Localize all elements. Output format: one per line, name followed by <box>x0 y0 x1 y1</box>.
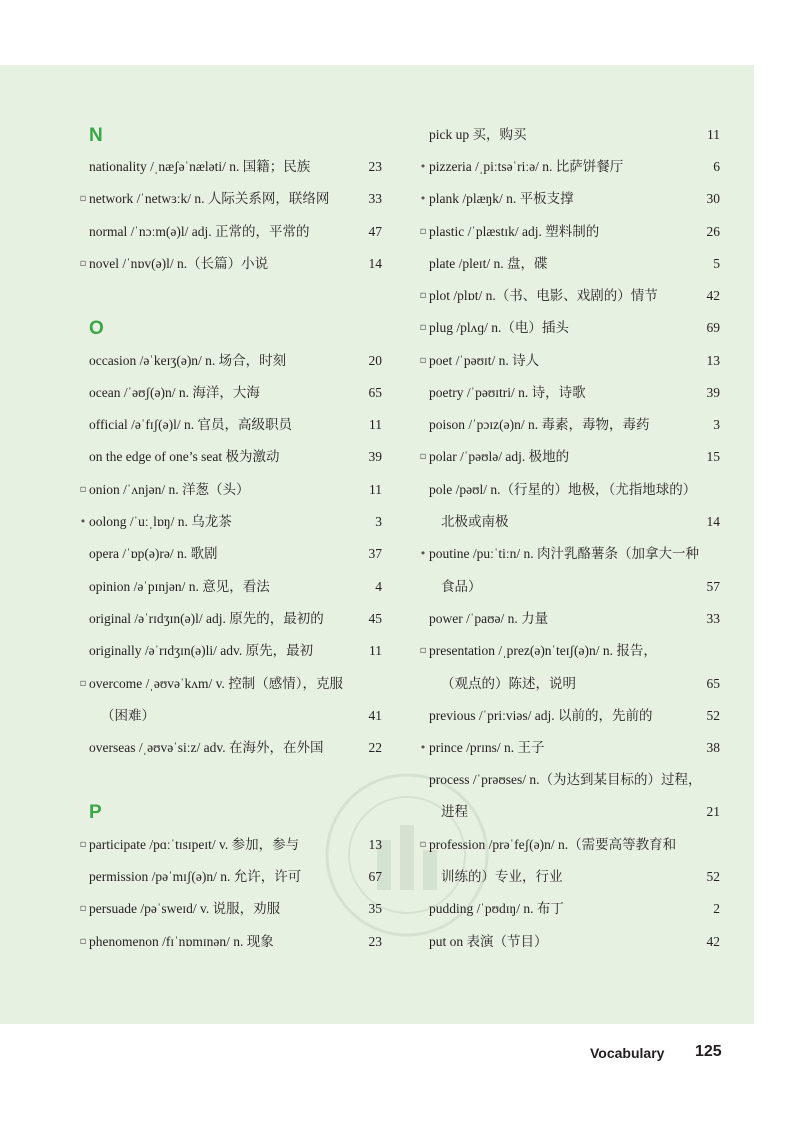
vocab-entry-text: poetry /ˈpəʊɪtri/ n. 诗，诗歌 <box>429 385 586 400</box>
vocab-entry-text: nationality /ˌnæʃəˈnæləti/ n. 国籍；民族 <box>89 159 311 174</box>
vocab-entry-text: 食品） <box>441 579 482 594</box>
vocab-page-ref: 33 <box>706 611 720 626</box>
vocab-entry <box>78 414 382 436</box>
vocab-page-ref: 13 <box>368 837 382 852</box>
square-marker-icon: ▫ <box>419 290 427 301</box>
vocab-page-ref: 38 <box>706 740 720 755</box>
vocab-entry-continuation <box>418 576 720 598</box>
vocab-entry-text: originally /əˈrɪdʒɪn(ə)li/ adv. 原先，最初 <box>89 643 314 658</box>
vocab-entry <box>78 446 382 468</box>
square-marker-icon: ▫ <box>79 193 87 204</box>
square-marker-icon: ▫ <box>79 839 87 850</box>
vocab-page-ref: 23 <box>368 159 382 174</box>
vocab-entry <box>418 479 720 501</box>
vocab-entry-text: profession /prəˈfeʃ(ə)n/ n.（需要高等教育和 <box>429 837 677 852</box>
vocab-entry-text: original /əˈrɪdʒɪn(ə)l/ adj. 原先的，最初的 <box>89 611 324 626</box>
vocab-entry-text: overcome /ˌəʊvəˈkʌm/ v. 控制（感情），克服 <box>89 676 343 691</box>
vocab-entry-text: normal /ˈnɔːm(ə)l/ adj. 正常的，平常的 <box>89 224 310 239</box>
vocab-entry-text: plug /plʌɡ/ n.（电）插头 <box>429 320 569 335</box>
vocab-page-ref: 14 <box>368 256 382 271</box>
vocab-entry-continuation <box>418 511 720 533</box>
vocab-page-ref: 65 <box>706 676 720 691</box>
vocab-entry <box>78 866 382 888</box>
vocab-entry-text: power /ˈpaʊə/ n. 力量 <box>429 611 549 626</box>
vocab-entry <box>418 156 720 178</box>
vocab-entry-text: 进程 <box>441 804 468 819</box>
vocab-entry-text: participate /pɑːˈtɪsɪpeɪt/ v. 参加，参与 <box>89 837 300 852</box>
vocab-page-ref: 2 <box>713 901 720 916</box>
vocab-page-ref: 15 <box>706 449 720 464</box>
vocab-entry <box>78 608 382 630</box>
square-marker-icon: ▫ <box>79 258 87 269</box>
footer-page-number: 125 <box>695 1043 722 1060</box>
vocab-entry-text: plot /plɒt/ n.（书、电影、戏剧的）情节 <box>429 288 658 303</box>
vocab-page-ref: 20 <box>368 353 382 368</box>
vocab-entry-text: opera /ˈɒp(ə)rə/ n. 歌剧 <box>89 546 218 561</box>
vocab-page-ref: 67 <box>368 869 382 884</box>
vocab-entry-text: pick up 买，购买 <box>429 127 527 142</box>
vocab-entry <box>418 543 720 565</box>
vocab-entry-continuation <box>78 705 382 727</box>
vocab-page-ref: 6 <box>713 159 720 174</box>
vocab-page-ref: 11 <box>369 417 382 432</box>
vocab-entry <box>78 511 382 533</box>
vocab-page-ref: 22 <box>368 740 382 755</box>
vocab-page-ref: 14 <box>706 514 720 529</box>
vocab-entry <box>418 350 720 372</box>
footer-section-label: Vocabulary <box>590 1045 665 1061</box>
vocab-entry-text: network /ˈnetwɜːk/ n. 人际关系网，联络网 <box>89 191 330 206</box>
vocab-entry <box>78 673 382 695</box>
vocab-entry-text: plastic /ˈplæstɪk/ adj. 塑料制的 <box>429 224 600 239</box>
vocab-entry <box>78 576 382 598</box>
vocab-page-ref: 33 <box>368 191 382 206</box>
vocab-entry-text: （观点的）陈述，说明 <box>441 676 576 691</box>
vocab-entry-text: overseas /ˌəʊvəˈsiːz/ adv. 在海外，在外国 <box>89 740 324 755</box>
vocab-entry <box>78 382 382 404</box>
vocab-entry-text: process /ˈprəʊses/ n.（为达到某目标的）过程， <box>429 772 702 787</box>
vocab-entry-text: ocean /ˈəʊʃ(ə)n/ n. 海洋，大海 <box>89 385 260 400</box>
vocab-entry <box>78 156 382 178</box>
vocab-entry-text: （困难） <box>101 708 155 723</box>
vocab-page-ref: 42 <box>706 934 720 949</box>
square-marker-icon: ▫ <box>419 226 427 237</box>
vocab-entry <box>418 253 720 275</box>
vocab-page-ref: 35 <box>368 901 382 916</box>
vocab-entry <box>78 188 382 210</box>
vocab-entry-text: phenomenon /fɪˈnɒmɪnən/ n. 现象 <box>89 934 274 949</box>
square-marker-icon: ▫ <box>79 936 87 947</box>
section-letter: P <box>89 802 102 823</box>
vocab-page-ref: 69 <box>706 320 720 335</box>
vocab-entry <box>418 188 720 210</box>
vocab-entry-text: on the edge of one’s seat 极为激动 <box>89 449 280 464</box>
vocab-entry <box>418 834 720 856</box>
vocab-entry-text: prince /prɪns/ n. 王子 <box>429 740 545 755</box>
vocab-entry <box>418 640 720 662</box>
vocab-entry <box>78 253 382 275</box>
vocab-entry <box>418 705 720 727</box>
vocab-page-ref: 11 <box>369 643 382 658</box>
vocab-entry-text: pizzeria /ˌpiːtsəˈriːə/ n. 比萨饼餐厅 <box>429 159 624 174</box>
vocab-entry <box>418 414 720 436</box>
vocab-page-ref: 47 <box>368 224 382 239</box>
vocab-entry-text: novel /ˈnɒv(ə)l/ n.（长篇）小说 <box>89 256 269 271</box>
vocab-page-ref: 39 <box>368 449 382 464</box>
vocab-entry <box>78 834 382 856</box>
vocab-page-ref: 3 <box>713 417 720 432</box>
vocab-entry-text: permission /pəˈmɪʃ(ə)n/ n. 允许，许可 <box>89 869 302 884</box>
vocab-entry-text: previous /ˈpriːviəs/ adj. 以前的，先前的 <box>429 708 653 723</box>
vocab-entry <box>418 221 720 243</box>
vocab-entry-text: 北极或南极 <box>441 514 509 529</box>
vocab-entry-text: opinion /əˈpɪnjən/ n. 意见，看法 <box>89 579 270 594</box>
vocab-entry <box>78 898 382 920</box>
vocab-page-ref: 4 <box>375 579 382 594</box>
vocab-entry-text: oolong /ˈuːˌlɒŋ/ n. 乌龙茶 <box>89 514 232 529</box>
vocab-entry-continuation <box>418 801 720 823</box>
vocab-entry <box>78 479 382 501</box>
vocab-entry <box>78 543 382 565</box>
vocab-page-ref: 26 <box>706 224 720 239</box>
vocab-entry <box>418 382 720 404</box>
vocab-entry <box>418 737 720 759</box>
dot-marker-icon: • <box>419 192 427 205</box>
vocab-page-ref: 11 <box>369 482 382 497</box>
square-marker-icon: ▫ <box>419 451 427 462</box>
vocab-page-ref: 37 <box>368 546 382 561</box>
vocab-entry <box>418 317 720 339</box>
dot-marker-icon: • <box>419 547 427 560</box>
vocab-entry <box>78 737 382 759</box>
vocab-entry-text: persuade /pəˈsweɪd/ v. 说服，劝服 <box>89 901 281 916</box>
vocab-page-ref: 45 <box>368 611 382 626</box>
vocab-page-ref: 30 <box>706 191 720 206</box>
vocab-entry <box>418 285 720 307</box>
vocab-entry-text: plank /plæŋk/ n. 平板支撑 <box>429 191 574 206</box>
vocab-entry-text: plate /pleɪt/ n. 盘，碟 <box>429 256 548 271</box>
vocab-page-ref: 42 <box>706 288 720 303</box>
vocab-page-ref: 52 <box>706 708 720 723</box>
vocab-entry <box>78 350 382 372</box>
vocab-entry-text: presentation /ˌprez(ə)nˈteɪʃ(ə)n/ n. 报告， <box>429 643 657 658</box>
dot-marker-icon: • <box>419 160 427 173</box>
vocab-page-ref: 21 <box>706 804 720 819</box>
vocab-entry <box>418 769 720 791</box>
vocab-entry <box>78 221 382 243</box>
square-marker-icon: ▫ <box>419 355 427 366</box>
vocab-entry <box>78 931 382 953</box>
square-marker-icon: ▫ <box>419 839 427 850</box>
square-marker-icon: ▫ <box>419 322 427 333</box>
vocab-entry-continuation <box>418 673 720 695</box>
vocab-entry <box>418 898 720 920</box>
vocab-page-ref: 13 <box>706 353 720 368</box>
vocab-page-ref: 57 <box>706 579 720 594</box>
vocab-entry-continuation <box>418 866 720 888</box>
vocab-page-ref: 5 <box>713 256 720 271</box>
vocab-entry-text: onion /ˈʌnjən/ n. 洋葱（头） <box>89 482 250 497</box>
vocab-entry <box>418 608 720 630</box>
section-letter: O <box>89 318 104 339</box>
vocab-entry-text: poet /ˈpəʊɪt/ n. 诗人 <box>429 353 540 368</box>
vocab-entry-text: pole /pəʊl/ n.（行星的）地极，（尤指地球的） <box>429 482 697 497</box>
vocab-entry <box>418 124 720 146</box>
vocab-page-ref: 11 <box>707 127 720 142</box>
vocab-page-ref: 41 <box>368 708 382 723</box>
vocab-entry-text: put on 表演（节目） <box>429 934 548 949</box>
vocab-page-ref: 23 <box>368 934 382 949</box>
vocab-entry <box>418 931 720 953</box>
vocab-entry-text: poison /ˈpɔɪz(ə)n/ n. 毒素，毒物，毒药 <box>429 417 650 432</box>
vocab-entry-text: polar /ˈpəʊlə/ adj. 极地的 <box>429 449 570 464</box>
vocab-page-ref: 52 <box>706 869 720 884</box>
vocab-page-ref: 39 <box>706 385 720 400</box>
square-marker-icon: ▫ <box>79 903 87 914</box>
dot-marker-icon: • <box>419 741 427 754</box>
vocab-entry <box>418 446 720 468</box>
vocab-page-ref: 3 <box>375 514 382 529</box>
vocab-entry <box>78 640 382 662</box>
vocab-entry-text: poutine /puːˈtiːn/ n. 肉汁乳酪薯条（加拿大一种 <box>429 546 699 561</box>
dot-marker-icon: • <box>79 515 87 528</box>
vocab-entry-text: occasion /əˈkeɪʒ(ə)n/ n. 场合，时刻 <box>89 353 287 368</box>
square-marker-icon: ▫ <box>419 645 427 656</box>
square-marker-icon: ▫ <box>79 484 87 495</box>
square-marker-icon: ▫ <box>79 678 87 689</box>
vocab-entry-text: official /əˈfɪʃ(ə)l/ n. 官员，高级职员 <box>89 417 292 432</box>
vocab-entry-text: pudding /ˈpʊdɪŋ/ n. 布丁 <box>429 901 564 916</box>
section-letter: N <box>89 125 103 146</box>
vocab-page-ref: 65 <box>368 385 382 400</box>
vocab-entry-text: 训练的）专业，行业 <box>441 869 563 884</box>
